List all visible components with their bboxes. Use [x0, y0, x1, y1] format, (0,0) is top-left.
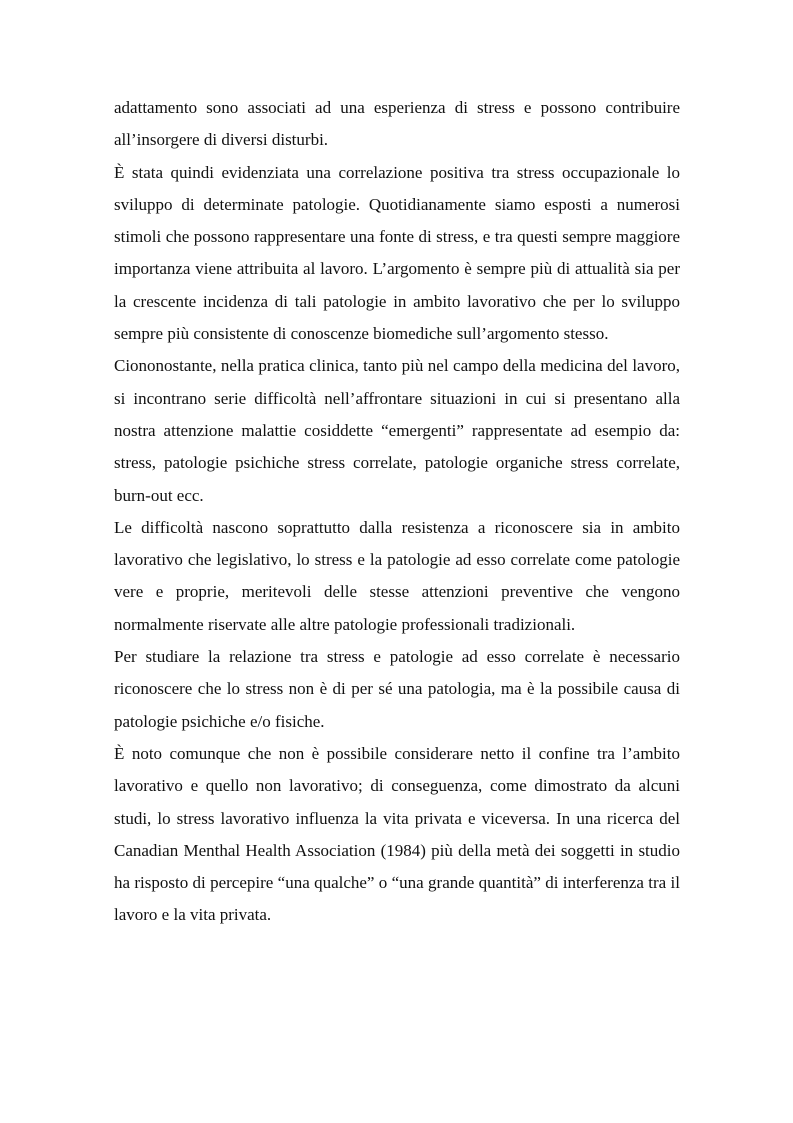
body-text	[114, 92, 680, 932]
paragraph: Per studiare la relazione tra stress e patologie ad esso correlate è necessario riconoscere che lo stress non è di per sé una patologia, ma è la possibile causa di patologie psichiche e/o fisiche.	[114, 647, 680, 731]
paragraph: Ciononostante, nella pratica clinica, tanto più nel campo della medicina del lavoro, si incontrano serie difficoltà nell’affrontare situazioni in cui si presentano alla nostra attenzione malattie cosiddette “emergenti” rappresentate ad esempio da: stress, patologie psichiche stress correlate, patologie organiche stress correlate, burn-out ecc.	[114, 356, 680, 505]
paragraph: adattamento sono associati ad una esperienza di stress e possono contribuire all’insorgere di diversi disturbi.	[114, 98, 680, 150]
paragraph: Le difficoltà nascono soprattutto dalla resistenza a riconoscere sia in ambito lavorativo che legislativo, lo stress e la patologie ad esso correlate come patologie vere e proprie, meritevoli delle stesse attenzioni preventive che vengono normalmente riservate alle altre patologie professionali tradizionali.	[114, 517, 680, 634]
paragraph: È stata quindi evidenziata una correlazione positiva tra stress occupazionale lo sviluppo di determinate patologie. Quotidianamente siamo esposti a numerosi stimoli che possono rappresentare una fonte di stress, e tra questi sempre maggiore importanza viene attribuita al lavoro. L’argomento è sempre più di attualità sia per la crescente incidenza di tali patologie in ambito lavorativo che per lo sviluppo sempre più consistente di conoscenze biomediche sull’argomento stesso.	[114, 162, 680, 344]
paragraph: È noto comunque che non è possibile considerare netto il confine tra l’ambito lavorativo e quello non lavorativo; di conseguenza, come dimostrato da alcuni studi, lo stress lavorativo influenza la vita privata e viceversa. In una ricerca del Canadian Menthal Health Association (1984) più della metà dei soggetti in studio ha risposto di percepire “una qualche” o “una grande quantità” di interferenza tra il lavoro e la vita privata.	[114, 743, 680, 925]
